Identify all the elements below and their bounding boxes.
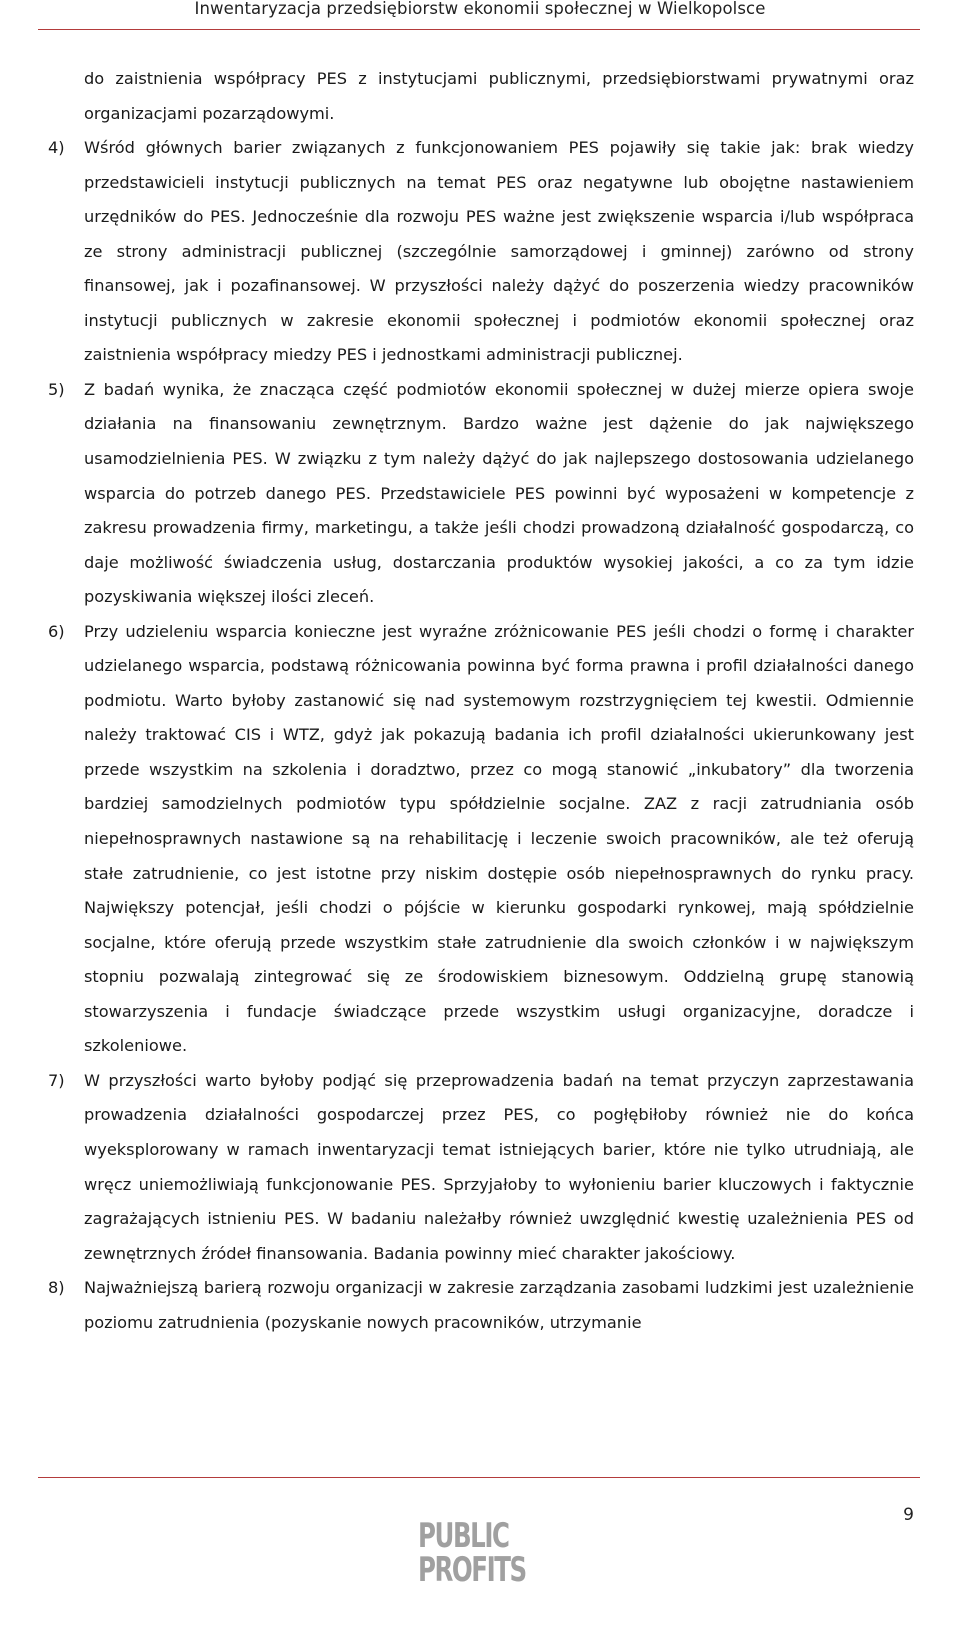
list-item — [48, 1064, 914, 1271]
list-item-number: 7) — [48, 1070, 65, 1090]
list-item-text: Wśród głównych barier związanych z funkcjonowaniem PES pojawiły się takie jak: brak wiedzy przedstawicieli instytucji publicznych na temat PES oraz negatywne lub obojętne nastawieniem urzędników do PES. Jednocześnie dla rozwoju PES ważne jest zwiększenie wsparcia i/lub współpraca ze strony administracji publicznej (szczególnie samorządowej i gminnej) zarówno od strony finansowej, jak i pozafinansowej. W przyszłości należy dążyć do poszerzenia wiedzy pracowników instytucji publicznych w zakresie ekonomii społecznej i podmiotów ekonomii społecznej oraz zaistnienia współpracy miedzy PES i jednostkami administracji publicznej. — [84, 138, 914, 365]
list-item — [48, 1271, 914, 1340]
list-item — [48, 615, 914, 1064]
list-item-number: 4) — [48, 138, 65, 158]
header-rule — [38, 29, 920, 30]
public-profits-logo — [418, 1516, 526, 1590]
list-item-text: Najważniejszą barierą rozwoju organizacji w zakresie zarządzania zasobami ludzkimi jest uzależnienie poziomu zatrudnienia (pozyskanie nowych pracowników, utrzymanie — [84, 1278, 914, 1332]
logo-line-2: PROFITS — [418, 1550, 526, 1590]
footer-rule — [38, 1477, 920, 1478]
list-item — [48, 131, 914, 373]
logo-line-1: PUBLIC — [418, 1516, 509, 1556]
document-body — [48, 62, 914, 1340]
list-item-number: 8) — [48, 1278, 65, 1298]
list-item — [48, 373, 914, 615]
list-item-text: Z badań wynika, że znacząca część podmiotów ekonomii społecznej w dużej mierze opiera swoje działania na finansowaniu zewnętrznym. Bardzo ważne jest dążenie do jak największego usamodzielnienia PES. W związku z tym należy dążyć do jak najlepszego dostosowania udzielanego wsparcia do potrzeb danego PES. Przedstawiciele PES powinni być wyposażeni w kompetencje z zakresu prowadzenia firmy, marketingu, a także jeśli chodzi prowadzoną działalność gospodarczą, co daje możliwość świadczenia usług, dostarczania produktów wysokiej jakości, a co za tym idzie pozyskiwania większej ilości zleceń. — [84, 379, 914, 607]
list-item-number: 6) — [48, 621, 65, 641]
running-header — [0, 0, 960, 40]
continuation-paragraph: do zaistnienia współpracy PES z instytucjami publicznymi, przedsiębiorstwami prywatnymi oraz organizacjami pozarządowymi. — [84, 69, 914, 123]
list-item-number: 5) — [48, 379, 65, 399]
page-number: 9 — [903, 1505, 914, 1525]
header-title: Inwentaryzacja przedsiębiorstw ekonomii społecznej w Wielkopolsce — [194, 0, 766, 18]
list-item-text: Przy udzieleniu wsparcia konieczne jest wyraźne zróżnicowanie PES jeśli chodzi o formę i charakter udzielanego wsparcia, podstawą różnicowania powinna być forma prawna i profil działalności danego podmiotu. Warto byłoby zastanowić się nad systemowym rozstrzygnięciem tej kwestii. Odmiennie należy traktować CIS i WTZ, gdyż jak pokazują badania ich profil działalności ukierunkowany jest przede wszystkim na szkolenia i doradztwo, przez co mogą stanowić „inkubatory” dla tworzenia bardziej samodzielnych podmiotów typu spółdzielnie socjalne. ZAZ z racji zatrudniania osób niepełnosprawnych nastawione są na rehabilitację i leczenie swoich pracowników, ale też oferują stałe zatrudnienie, co jest istotne przy niskim dostępie osób niepełnosprawnych do rynku pracy. Największy potencjał, jeśli chodzi o pójście w kierunku gospodarki rynkowej, mają spółdzielnie socjalne, które oferują przede wszystkim stałe zatrudnienie dla swoich członków i w największym stopniu pozwalają zintegrować się ze środowiskiem biznesowym. Oddzielną grupę stanowią stowarzyszenia i fundacje świadczące przede wszystkim usługi organizacyjne, doradcze i szkoleniowe. — [84, 621, 914, 1056]
list-item-text: W przyszłości warto byłoby podjąć się przeprowadzenia badań na temat przyczyn zaprzestawania prowadzenia działalności gospodarczej przez PES, co pogłębiłoby również nie do końca wyeksplorowany w ramach inwentaryzacji temat istniejących barier, które nie tylko utrudniają, ale wręcz uniemożliwiają funkcjonowanie PES. Sprzyjałoby to wyłonieniu barier kluczowych i faktycznie zagrażających istnieniu PES. W badaniu należałby również uwzględnić kwestię uzależnienia PES od zewnętrznych źródeł finansowania. Badania powinny mieć charakter jakościowy. — [84, 1070, 914, 1263]
